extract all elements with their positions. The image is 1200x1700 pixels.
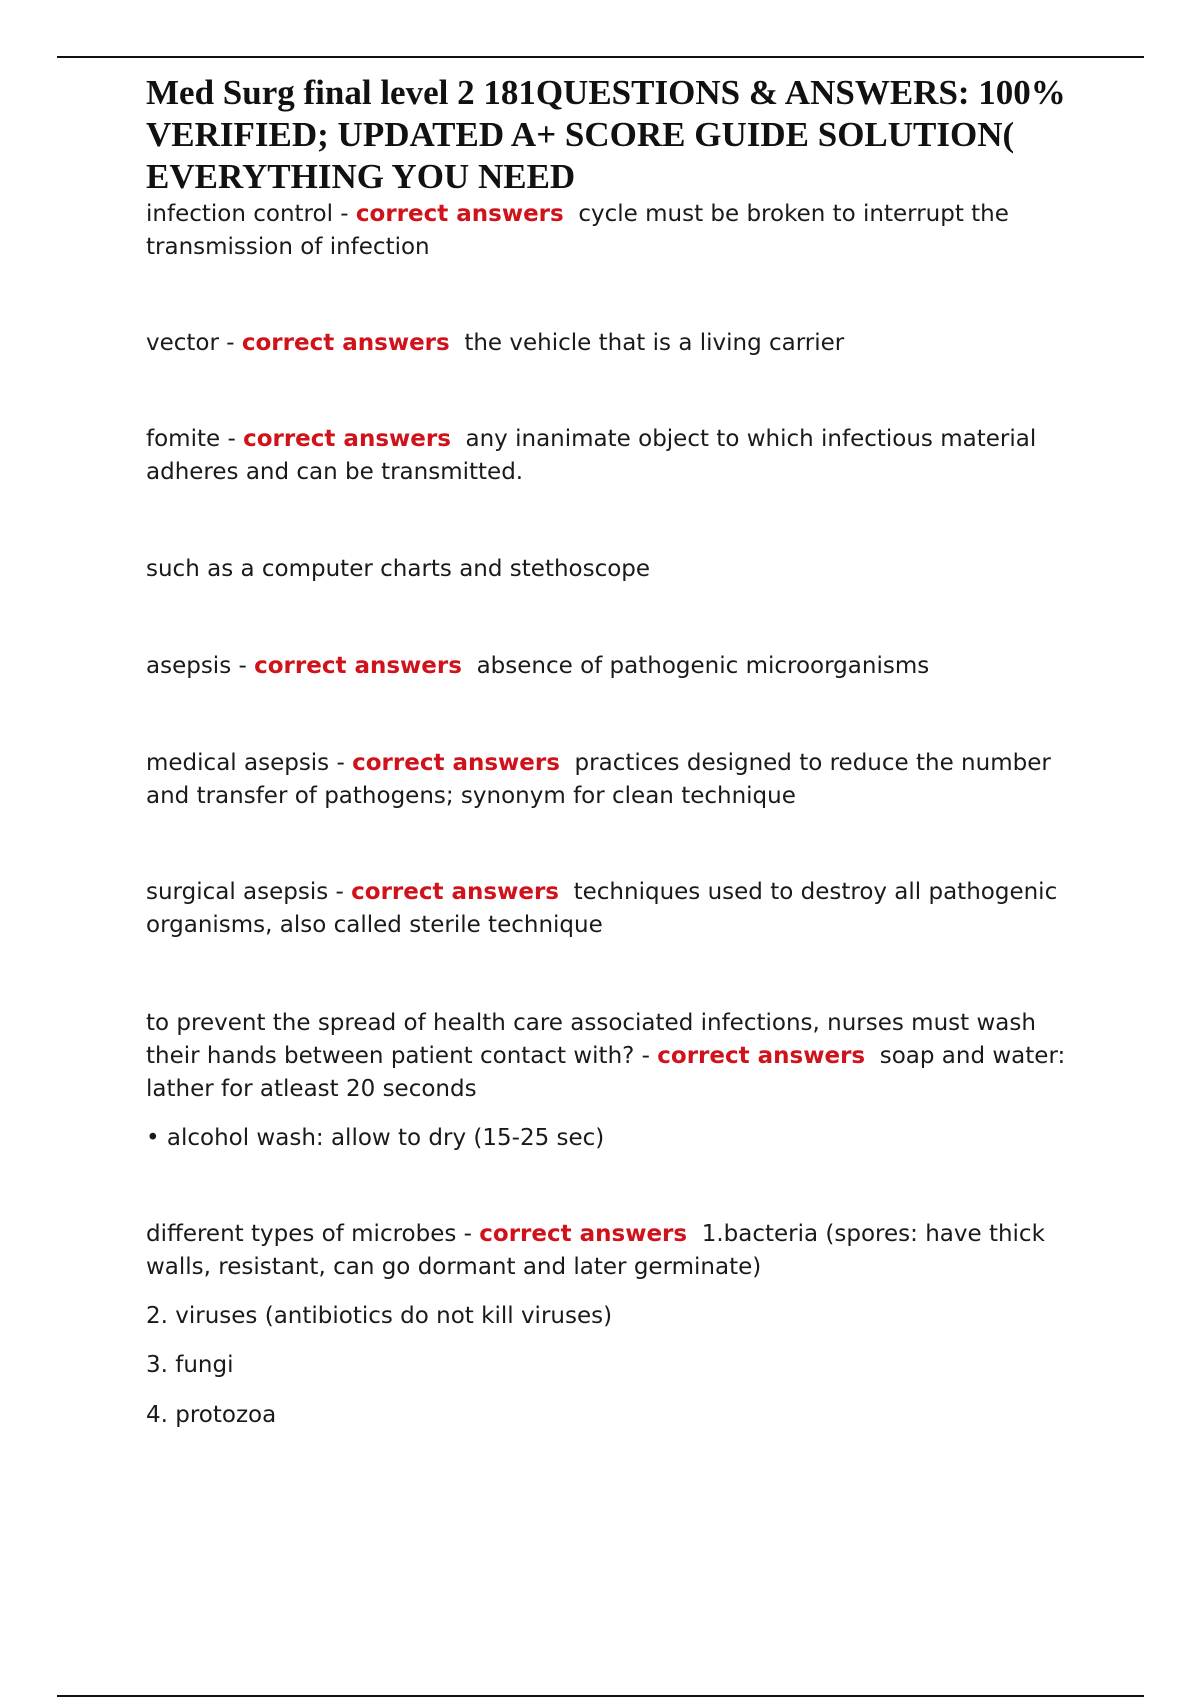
answer-marker: correct answers: [254, 653, 462, 679]
separator: -: [231, 653, 255, 679]
qa-line: [146, 1218, 1096, 1284]
qa-entry: [146, 198, 1096, 264]
separator: -: [329, 750, 353, 776]
answer-continuation: 4. protozoa: [146, 1402, 277, 1428]
answer-continuation: • alcohol wash: allow to dry (15-25 sec): [146, 1125, 605, 1151]
question-term: asepsis: [146, 653, 232, 679]
question-term: fomite: [146, 426, 221, 452]
document-title: Med Surg final level 2 181QUESTIONS & ANSWERS: 100% VERIFIED; UPDATED A+ SCORE GUIDE SOLUTION( EVERYTHING YOU NEED: [146, 73, 1066, 196]
answer-marker: correct answers: [351, 879, 559, 905]
answer-continuation: such as a computer charts and stethoscope: [146, 556, 651, 582]
answer-marker: correct answers: [355, 201, 564, 227]
document-body: [146, 72, 1096, 1432]
separator: -: [220, 426, 244, 452]
answer-text: techniques used to destroy all pathogenic organisms, also called sterile technique: [146, 879, 1058, 938]
separator: -: [634, 1043, 658, 1069]
separator: -: [456, 1221, 480, 1247]
qa-entry: [146, 1007, 1096, 1155]
question-term: medical asepsis: [146, 750, 330, 776]
top-rule: [57, 56, 1144, 58]
question-term: infection control: [146, 201, 333, 227]
answer-marker: correct answers: [479, 1221, 688, 1247]
qa-entry: [146, 747, 1096, 813]
question-term: vector: [146, 330, 219, 356]
answer-text: cycle must be broken to interrupt the transmission of infection: [146, 201, 1009, 260]
answer-marker: correct answers: [352, 750, 560, 776]
qa-entry: [146, 553, 1096, 586]
qa-entry: [146, 876, 1096, 942]
qa-line: [146, 876, 1096, 942]
qa-entry: [146, 1218, 1096, 1432]
separator: -: [332, 201, 356, 227]
answer-text: soap and water: lather for atleast 20 seconds: [146, 1043, 1066, 1102]
answer-text: 1.bacteria (spores: have thick walls, resistant, can go dormant and later germinate): [146, 1221, 1045, 1280]
qa-line: [146, 198, 1096, 264]
qa-entry: [146, 650, 1096, 683]
answer-text: absence of pathogenic microorganisms: [476, 653, 930, 679]
answer-marker: correct answers: [241, 330, 450, 356]
qa-line: [146, 650, 1096, 683]
question-term: to prevent the spread of health care associated infections, nurses must wash their hands between patient contact with?: [146, 1010, 1036, 1069]
answer-text: any inanimate object to which infectious material adheres and can be transmitted.: [146, 426, 1037, 485]
answer-continuation: 2. viruses (antibiotics do not kill viruses): [146, 1303, 613, 1329]
qa-line: [146, 423, 1096, 489]
question-term: surgical asepsis: [146, 879, 329, 905]
separator: -: [328, 879, 352, 905]
answer-marker: correct answers: [243, 426, 451, 452]
bottom-rule: [57, 1695, 1144, 1697]
answer-continuation: 3. fungi: [146, 1352, 234, 1378]
qa-line: [146, 1007, 1096, 1106]
answer-text: practices designed to reduce the number and transfer of pathogens; synonym for clean technique: [146, 750, 1051, 809]
separator: -: [218, 330, 242, 356]
qa-entry: [146, 327, 1096, 360]
qa-line: [146, 327, 1096, 360]
qa-entry: [146, 423, 1096, 489]
answer-text: the vehicle that is a living carrier: [464, 330, 845, 356]
answer-marker: correct answers: [657, 1043, 866, 1069]
qa-line: [146, 747, 1096, 813]
question-term: different types of microbes: [146, 1221, 457, 1247]
